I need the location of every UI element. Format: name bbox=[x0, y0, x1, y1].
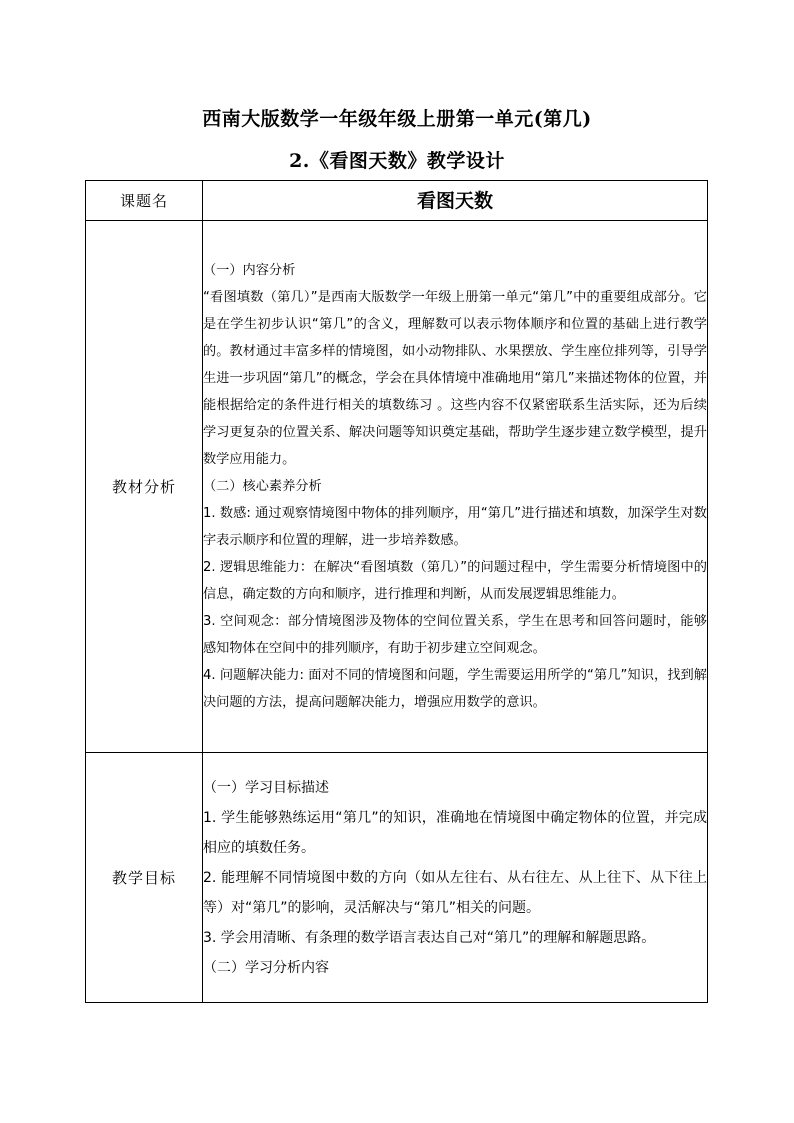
goals-heading: （一）学习目标描述 bbox=[203, 779, 329, 796]
table-row-topic bbox=[86, 181, 708, 221]
table-row-material bbox=[86, 221, 708, 753]
topic-value: 看图天数 bbox=[416, 189, 493, 212]
content-analysis-heading: （一）内容分析 bbox=[203, 263, 296, 278]
content-analysis-text: “看图填数（第几）”是西南大版数学一年级上册第一单元“第几”中的重要组成部分。它是在学生初步认识“第几”的含义，理解数可以表示物体顺序和位置的基础上进行教学的。教材通过丰富多样的情境图，如小动物排队、水果摆放、学生座位排列等，引导学生进一步巩固“第几”的概念，学会在具体情境中准确地用“第几”来描述物体的位置，并能根据给定的条件进行相关的填数练习 。这些内容不仅紧密联系生活实际，还为后续学习更复杂的位置关系、解决问题等知识奠定基础，帮助学生逐步建立数学模型，提升数学应用能力。 bbox=[203, 290, 707, 467]
goals-label: 教学目标 bbox=[86, 753, 203, 1003]
table-row-goals bbox=[86, 753, 708, 1003]
literacy-item-logic: 2. 逻辑思维能力：在解决“看图填数（第几）”的问题过程中，学生需要分析情境图中的信息，确定数的方向和顺序，进行推理和判断，从而发展逻辑思维能力。 bbox=[203, 560, 707, 602]
learning-analysis-heading: （二）学习分析内容 bbox=[203, 959, 329, 976]
goal-item-3: 3. 学会用清晰、有条理的数学语言表达自己对“第几”的理解和解题思路。 bbox=[203, 929, 656, 946]
core-literacy-heading: （二）核心素养分析 bbox=[203, 479, 322, 494]
literacy-item-number-sense: 1. 数感: 通过观察情境图中物体的排列顺序，用“第几”进行描述和填数，加深学生对数字表示顺序和位置的理解，进一步培养数感。 bbox=[203, 506, 707, 548]
goal-item-2: 2. 能理解不同情境图中数的方向（如从左往右、从右往左、从上往下、从下往上等）对“第几”的影响，灵活解决与“第几”相关的问题。 bbox=[203, 869, 707, 916]
literacy-item-space: 3. 空间观念：部分情境图涉及物体的空间位置关系，学生在思考和回答问题时，能够感知物体在空间中的排列顺序，有助于初步建立空间观念。 bbox=[203, 614, 707, 656]
material-content bbox=[203, 221, 708, 753]
goals-content bbox=[203, 753, 708, 1003]
literacy-item-problem-solving: 4. 问题解决能力: 面对不同的情境图和问题，学生需要运用所学的“第几”知识，找到解决问题的方法，提高问题解决能力，增强应用数学的意识。 bbox=[203, 668, 707, 710]
material-label: 教材分析 bbox=[86, 221, 203, 753]
topic-label: 课题名 bbox=[86, 181, 203, 221]
lesson-plan-table bbox=[85, 180, 708, 1003]
document-title: 西南大版数学一年级年级上册第一单元(第几) bbox=[202, 108, 592, 130]
goal-item-1: 1. 学生能够熟练运用“第几”的知识，准确地在情境图中确定物体的位置，并完成相应的填数任务。 bbox=[203, 809, 707, 856]
document-subtitle: 2.《看图天数》教学设计 bbox=[289, 150, 505, 172]
topic-value-cell bbox=[203, 181, 708, 221]
